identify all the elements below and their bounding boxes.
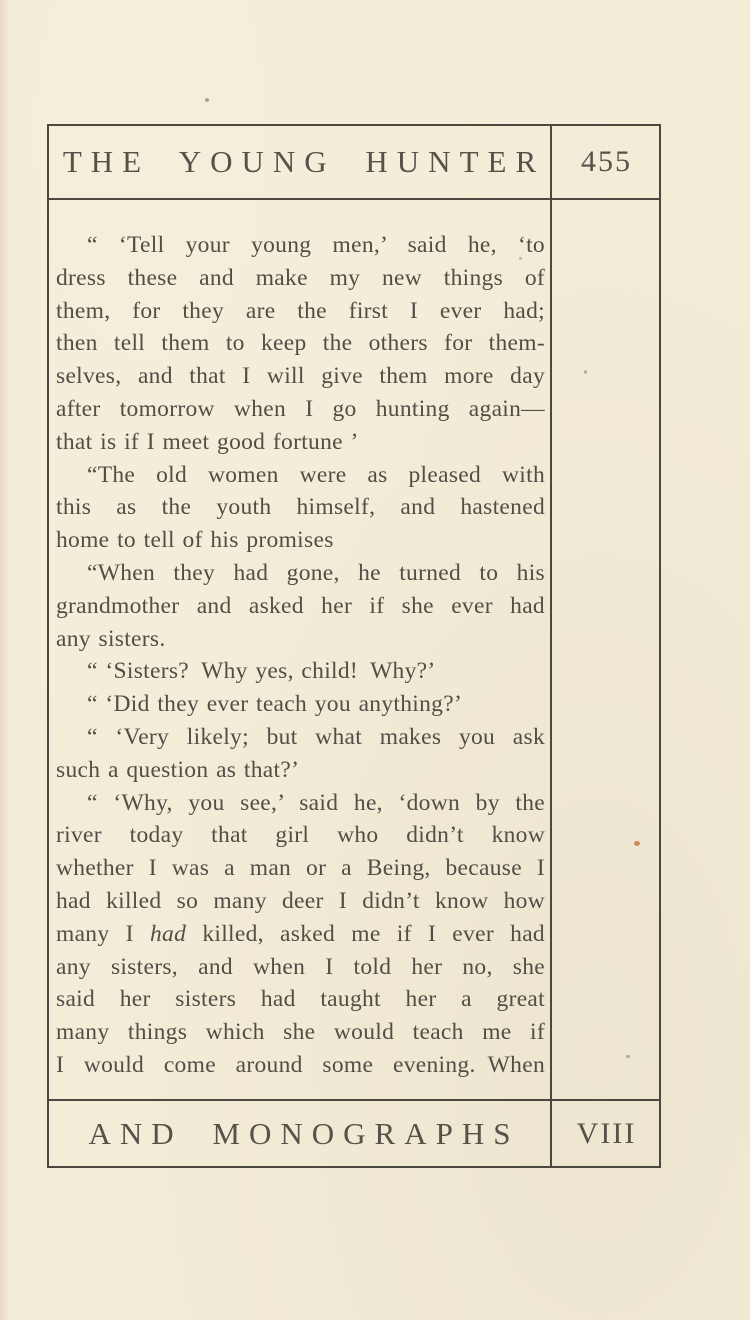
text-segment: killed, asked me if I ever had	[186, 920, 545, 947]
text-line	[56, 721, 545, 754]
text-segment: whether I was a man or a Being, because I	[56, 855, 545, 882]
text-line	[56, 262, 545, 295]
text-line	[56, 885, 545, 918]
text-line	[56, 1016, 545, 1049]
running-footer-title: AND MONOGRAPHS	[88, 1115, 520, 1151]
text-line	[56, 918, 545, 951]
text-line	[56, 688, 545, 721]
text-segment: “ ‘Sisters? Why yes, child! Why?’	[87, 658, 436, 685]
text-segment: after tomorrow when I go hunting again—	[56, 395, 545, 422]
text-line	[56, 623, 545, 656]
text-segment: “ ‘Very likely; but what makes you ask	[87, 723, 545, 750]
text-line	[56, 459, 545, 492]
page-number: 455	[581, 145, 632, 178]
text-line	[56, 229, 545, 262]
text-segment: many things which she would teach me if	[56, 1019, 545, 1046]
text-line	[56, 852, 545, 885]
text-segment: many I	[56, 920, 150, 947]
text-segment: home to tell of his promises	[56, 527, 334, 554]
running-footer-cell	[49, 1099, 552, 1166]
body-text-column	[49, 200, 552, 1099]
text-line	[56, 393, 545, 426]
page-rule-frame	[47, 124, 661, 1168]
text-segment: “When they had gone, he turned to his	[87, 559, 545, 586]
text-line	[56, 951, 545, 984]
text-segment: then tell them to keep the others for them-	[56, 330, 545, 357]
text-segment: “The old women were as pleased with	[87, 461, 545, 488]
text-line	[56, 1049, 545, 1082]
text-line	[56, 557, 545, 590]
text-segment: this as the youth himself, and hastened	[56, 494, 545, 521]
text-segment: said her sisters had taught her a great	[56, 986, 545, 1013]
text-line	[56, 524, 545, 557]
text-segment: any sisters, and when I told her no, she	[56, 953, 545, 980]
text-segment: “ ‘Why, you see,’ said he, ‘down by the	[87, 789, 545, 816]
emphasized-word: had	[149, 920, 187, 947]
text-segment: grandmother and asked her if she ever had	[56, 592, 545, 619]
text-line	[56, 983, 545, 1016]
text-line	[56, 426, 545, 459]
text-line	[56, 655, 545, 688]
text-line	[56, 295, 545, 328]
text-segment: that is if I meet good fortune ’	[56, 428, 359, 455]
text-segment: dress these and make my new things of	[56, 264, 545, 291]
paper-speck	[205, 98, 209, 102]
volume-number-cell	[552, 1099, 659, 1166]
text-segment: selves, and that I will give them more day	[56, 363, 545, 390]
text-line	[56, 754, 545, 787]
text-line	[56, 819, 545, 852]
text-segment: I would come around some evening. When	[56, 1051, 545, 1078]
text-segment: “ ‘Tell your young men,’ said he, ‘to	[87, 232, 545, 258]
text-segment: river today that girl who didn’t know	[56, 822, 545, 849]
text-segment: “ ‘Did they ever teach you anything?’	[87, 691, 463, 718]
text-line	[56, 327, 545, 360]
text-segment: them, for they are the first I ever had;	[56, 297, 545, 324]
volume-number: VIII	[576, 1116, 637, 1150]
text-segment: any sisters.	[56, 625, 166, 652]
page-edge-shadow	[0, 0, 10, 1320]
running-header-cell	[49, 126, 552, 200]
page-number-cell	[552, 126, 659, 200]
text-segment: had killed so many deer I didn’t know how	[56, 887, 545, 914]
text-line	[56, 787, 545, 820]
text-line	[56, 491, 545, 524]
text-segment: such a question as that?’	[56, 756, 300, 783]
text-line	[56, 360, 545, 393]
text-line	[56, 590, 545, 623]
right-margin-column	[552, 200, 659, 1099]
running-header-title: THE YOUNG HUNTER	[62, 144, 546, 179]
